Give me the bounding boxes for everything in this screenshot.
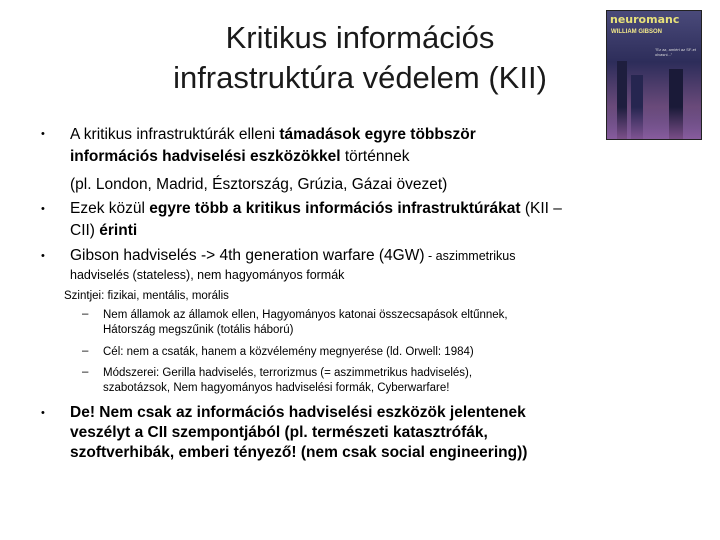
dash-marker: – [82, 308, 89, 320]
bullet-4-line-1: De! Nem csak az információs hadviselési eszközök jelentenek [70, 404, 526, 421]
sub-item-3-line-2: szabotázsok, Nem hagyományos hadviselési formák, Cyberwarfare! [103, 382, 450, 394]
bullet-3-line-2: hadviselés (stateless), nem hagyományos formák [70, 268, 345, 282]
bullet-4-line-3: szoftverhibák, emberi tényező! (nem csak social engineering)) [70, 444, 528, 461]
bullet-marker: • [41, 203, 45, 215]
bullet-2-line-1: Ezek közül egyre több a kritikus információs infrastruktúrákat (KII – [70, 200, 562, 217]
cover-title: neuromanc [610, 13, 680, 26]
sub-item-1-line-1: Nem államok az államok ellen, Hagyományos katonai összecsapások eltűnnek, [103, 309, 508, 321]
title-line-2: infrastruktúra védelem (KII) [173, 60, 547, 95]
bullet-marker: • [41, 128, 45, 140]
bullet-1-line-3: (pl. London, Madrid, Észtország, Grúzia, Gázai övezet) [70, 176, 448, 193]
title-line-1: Kritikus információs [225, 20, 495, 55]
sub-item-3-line-1: Módszerei: Gerilla hadviselés, terrorizmus (= aszimmetrikus hadviselés), [103, 367, 473, 379]
bullet-3-line-1: Gibson hadviselés -> 4th generation warfare (4GW) - aszimmetrikus [70, 247, 516, 264]
bullet-4-line-2: veszélyt a CII szempontjából (pl. természeti katasztrófák, [70, 424, 488, 441]
bullet-1-line-2: információs hadviselési eszközökkel történnek [70, 148, 410, 165]
cover-blurb: "Ez az, amiért az SF-et olvasni..." [655, 47, 696, 57]
levels-text: Szintjei: fizikai, mentális, morális [64, 290, 229, 302]
bullet-marker: • [41, 407, 45, 419]
bullet-2-line-2: CII) érinti [70, 222, 138, 239]
cover-author: WILLIAM GIBSON [611, 29, 662, 35]
sub-item-2-line-1: Cél: nem a csaták, hanem a közvélemény megnyerése (ld. Orwell: 1984) [103, 346, 474, 358]
dash-marker: – [82, 345, 89, 357]
sub-item-1-line-2: Hátország megszűnik (totális háború) [103, 324, 294, 336]
bullet-1-line-1: A kritikus infrastruktúrák elleni támadások egyre többször [70, 126, 476, 143]
bullet-marker: • [41, 250, 45, 262]
dash-marker: – [82, 366, 89, 378]
